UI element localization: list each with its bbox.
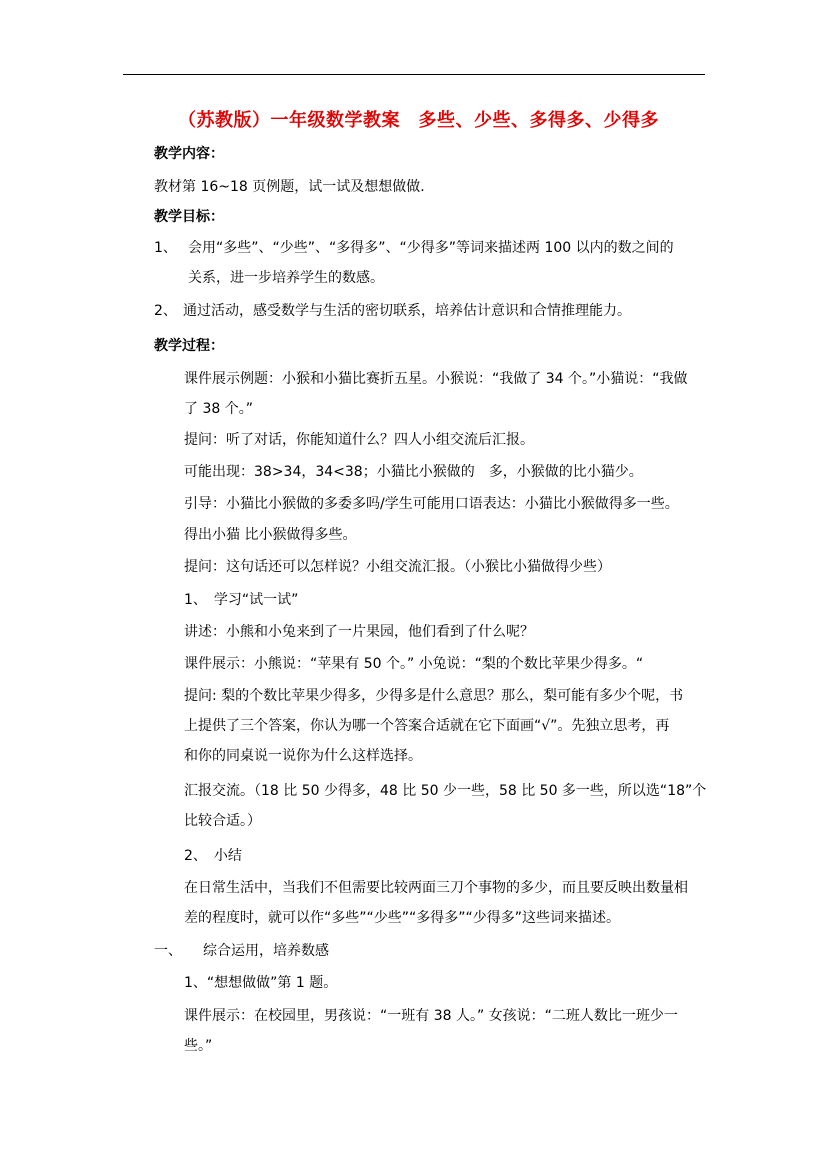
process-line: 差的程度时，就可以作“多些”“少些”“多得多”“少得多”这些词来描述。 (184, 910, 621, 926)
process-line: 提问: 梨的个数比苹果少得多，少得多是什么意思？那么，梨可能有多少个呢，书 (184, 688, 684, 704)
process-line: 上提供了三个答案，你认为哪一个答案合适就在它下面画“√”。先独立思考，再 (184, 718, 670, 734)
process-line: 可能出现：38>34，34<38；小猫比小猴做的 多，小猴做的比小猫少。 (184, 464, 643, 480)
process-line: 1、“想想做做”第 1 题。 (184, 975, 338, 991)
process-line: 1、 学习“试一试” (184, 592, 299, 608)
process-line: 提问：听了对话，你能知道什么？四人小组交流后汇报。 (184, 432, 534, 448)
process-line: 2、 小结 (184, 848, 242, 864)
process-line: 汇报交流。（18 比 50 少得多，48 比 50 少一些，58 比 50 多一些，所以选“18”个 (184, 783, 707, 799)
process-line: 比较合适。） (184, 813, 261, 829)
goal1-number: 1、 (154, 240, 177, 256)
page-title: （苏教版）一年级数学教案 多些、少些、多得多、少得多 (178, 110, 659, 131)
goal1-line2: 关系，进一步培养学生的数感。 (188, 270, 384, 286)
process-line: 一、 综合运用，培养数感 (154, 943, 329, 959)
content-heading: 教学内容： (154, 146, 224, 162)
goal2-text: 通过活动，感受数学与生活的密切联系，培养估计意识和合情推理能力。 (183, 303, 631, 319)
process-line: 讲述：小熊和小兔来到了一片果园，他们看到了什么呢？ (184, 624, 534, 640)
process-heading: 教学过程： (154, 338, 224, 354)
process-line: 得出小猫 比小猴做得多些。 (184, 527, 357, 543)
content-text: 教材第 16~18 页例题，试一试及想想做做. (154, 179, 425, 195)
process-line: 和你的同桌说一说你为什么这样选择。 (184, 748, 422, 764)
header-rule (123, 74, 705, 75)
process-line: 课件展示：在校园里，男孩说：“一班有 38 人。” 女孩说：“二班人数比一班少一 (184, 1008, 678, 1024)
goal1-line1: 会用“多些”、“少些”、“多得多”、“少得多”等词来描述两 100 以内的数之间的 (188, 240, 674, 256)
process-line: 在日常生活中，当我们不但需要比较两面三刀个事物的多少，而且要反映出数量相 (184, 880, 688, 896)
goal2-number: 2、 (154, 303, 177, 319)
process-line: 些。” (184, 1038, 213, 1054)
process-line: 提问：这句话还可以怎样说？小组交流汇报。（小猴比小猫做得少些） (184, 559, 611, 575)
process-line: 课件展示：小熊说：“苹果有 50 个。” 小兔说：“梨的个数比苹果少得多。“ (184, 656, 644, 672)
goals-heading: 教学目标： (154, 209, 224, 225)
process-line: 引导：小猫比小猴做的多委多吗/学生可能用口语表达：小猫比小猴做得多一些。 (184, 496, 679, 512)
process-line: 课件展示例题：小猴和小猫比赛折五星。小猴说：“我做了 34 个。”小猫说：“我做 (184, 371, 688, 387)
process-line: 了 38 个。” (184, 401, 253, 417)
